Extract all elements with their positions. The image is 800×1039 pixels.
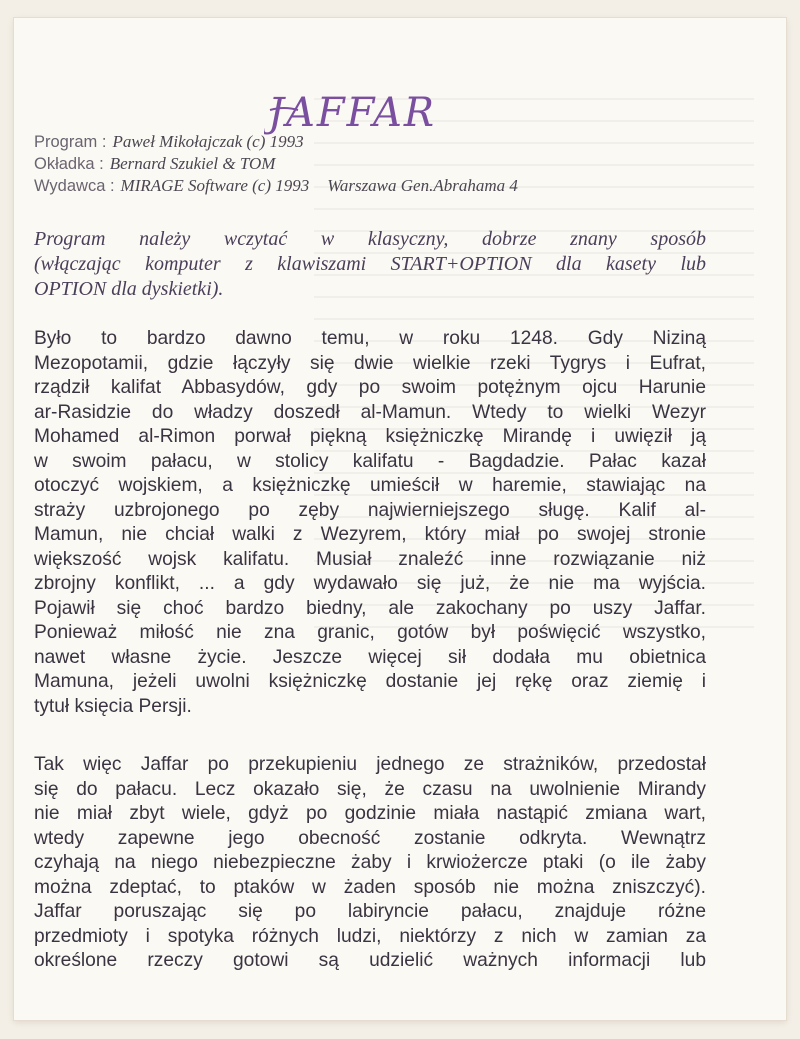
credit-value: Bernard Szukiel & TOM — [109, 154, 276, 173]
loading-line: OPTION dla dyskietki). — [34, 278, 224, 300]
story-paragraph-2 — [34, 753, 706, 974]
text-line: Mohamed al-Rimon porwał piękną księżniczkę Mirandę i uwięził ją — [34, 426, 706, 447]
text-line: zbrojny konflikt, ... a gdy wydawało się już, że nie ma wyjścia. — [34, 573, 706, 594]
text-line: nawet własne życie. Jeszcze więcej sił dodała mu obietnica — [34, 646, 706, 668]
text-line: większość wojsk kalifatu. Musiał znaleźć inne rozwiązanie niż — [34, 548, 706, 570]
text-line: Mezopotamii, gdzie łączyły się dwie wielkie rzeki Tygrys i Eufrat, — [34, 352, 706, 374]
text-line: Było to bardzo dawno temu, w roku 1248. Gdy Niziną — [34, 328, 706, 349]
credits-block — [34, 131, 518, 197]
text-line: rządził kalifat Abbasydów, gdy po swoim potężnym ojcu Harunie — [34, 377, 706, 398]
text-line: nie miał zbyt wiele, gdyż po godzinie miała nastąpić zmiana wart, — [34, 803, 706, 824]
text-line: można zdeptać, to ptaków w żaden sposób nie można zniszczyć). — [34, 876, 706, 898]
loading-line: (włączając komputer z klawiszami START+OPTION dla kasety lub — [34, 253, 706, 275]
text-line: otoczyć wojskiem, a księżniczkę umieścił w haremie, stawiając na — [34, 475, 706, 496]
credit-value: Paweł Mikołajczak (c) 1993 — [112, 132, 304, 151]
text-line: się do pałacu. Lecz okazało się, że czasu na uwolnienie Mirandy — [34, 778, 706, 800]
credit-program — [34, 131, 518, 153]
text-line: Pojawił się choć bardzo biedny, ale zakochany po uszy Jaffar. — [34, 597, 706, 619]
text-line: ar-Rasidzie do władzy doszedł al-Mamun. Wtedy to wielki Wezyr — [34, 401, 706, 423]
credit-value: MIRAGE Software (c) 1993 — [120, 176, 310, 195]
credit-label: Wydawca : — [34, 177, 115, 195]
logo-text: JAFFAR — [268, 90, 436, 136]
story-paragraph-1 — [34, 327, 706, 719]
text-line: Tak więc Jaffar po przekupieniu jednego ze strażników, przedostał — [34, 754, 706, 775]
text-line: Mamuna, jeżeli uwolni księżniczkę dostanie jej rękę oraz ziemię i — [34, 671, 706, 692]
publisher-address: Warszawa Gen.Abrahama 4 — [327, 176, 518, 195]
loading-instructions — [34, 227, 706, 302]
text-line: czyhają na niego niebezpieczne żaby i krwiożercze ptaki (o ile żaby — [34, 852, 706, 873]
text-line: Jaffar poruszając się po labiryncie pałacu, znajduje różne — [34, 901, 706, 922]
credit-cover — [34, 153, 518, 175]
document-page — [14, 18, 786, 1020]
text-line: wtedy zapewne jego obecność zostanie odkryta. Wewnątrz — [34, 827, 706, 849]
text-line: przedmioty i spotyka różnych ludzi, niektórzy z nich w zamian za — [34, 925, 706, 947]
text-line: Mamun, nie chciał walki z Wezyrem, który miał po swojej stronie — [34, 524, 706, 545]
text-line: tytuł księcia Persji. — [34, 695, 192, 717]
credit-label: Program : — [34, 133, 107, 151]
text-line: określone rzeczy gotowi są udzielić ważnych informacji lub — [34, 950, 706, 971]
text-line: w swoim pałacu, w stolicy kalifatu - Bagdadzie. Pałac kazał — [34, 450, 706, 472]
text-line: Ponieważ miłość nie zna granic, gotów był poświęcić wszystko, — [34, 622, 706, 643]
text-line: straży uzbrojonego po zęby najwierniejszego sługę. Kalif al- — [34, 499, 706, 521]
credit-publisher — [34, 175, 518, 197]
credit-label: Okładka : — [34, 155, 104, 173]
loading-line: Program należy wczytać w klasyczny, dobrze znany sposób — [34, 228, 706, 250]
